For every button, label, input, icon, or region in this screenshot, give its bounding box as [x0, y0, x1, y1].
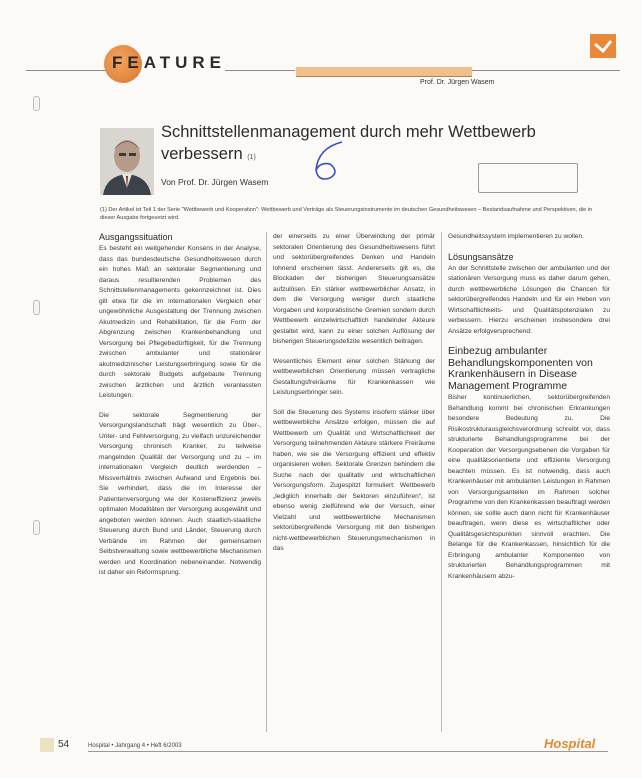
binder-hole: [33, 300, 40, 315]
body-paragraph: Wesentliches Element einer solchen Stärkung der wettbewerblichen Orientierung müssen vertragliche Gestaltungsfreiräume für Krankenkassen wie Leistungserbringer sein.: [273, 357, 435, 396]
section-heading: Ausgangssituation: [99, 232, 173, 242]
binder-hole: [33, 520, 40, 535]
header-author: Prof. Dr. Jürgen Wasem: [420, 79, 495, 86]
paragraph-gap: [273, 399, 435, 408]
paragraph-gap: [99, 402, 261, 411]
title-footnote-mark: (1): [247, 154, 256, 161]
header-rule-right: [470, 70, 620, 71]
column-3: [448, 232, 610, 582]
reference-box: [478, 163, 578, 193]
body-paragraph: Bisher kontinuierlichen, sektorübergreifenden Behandlung kommt bei chronischen Erkrankungen besondere Bedeutung zu. Die Risikostrukturausgleichsverordnung schreibt vor, dass strukturierte Behandlungsprogramme bei der Kooperation der Versorgungsebenen die Vorgaben für eine qualitätsorientierte und effiziente Versorgung beachten müssen. Es ist notwendig, dass auch Krankenhäuser mit ambulanten Leistungen in Rahmen von Versorgungsanteilen im Rahmen solcher Programme von den Krankenkassen beauftragt werden können, sie sollte auch dann nicht für Krankenhäuser beauftragen, wenn diese es wirtschaftlicher oder Qualitätsgesichtspunkten sinnvoll erachten. Die Belange für die Krankenkassen, hinsichtlich für die Erbringung ambulanter Komponenten von strukturierten Behandlungsprogrammen mit Krankenhäusern abzu-: [448, 394, 611, 580]
byline: Von Prof. Dr. Jürgen Wasem: [161, 177, 269, 187]
section-label: FEATURE: [112, 53, 227, 72]
body-paragraph: Es besteht ein weitgehender Konsens in der Analyse, dass das bundesdeutsche Gesundheitswesen durch ein hohes Maß an sektoraler Segmentierung und daraus resultierenden Problemen des Schnittstellenmanagements gekennzeichnet ist. Dies gilt etwa für die im internationalen Vergleich eher ungewöhnliche Ausgestaltung der Trennung zwischen Akutmedizin und Rehabilitation, für die Form der Abgrenzung zwischen Krankenbehandlung und Versorgung bei Pflegebedürftigkeit, für die Trennung zwischen ambulanter und stationärer akutmedizinischer Leistungserbringung sowie für die durch sektorale Budgets aufgebaute Trennung zwischen ärztlichen und ärztlich veranlassten Leistungen.: [99, 245, 261, 399]
intro-note: (1) Der Artikel ist Teil 1 der Serie "Wettbewerb und Kooperation": Wettbewerb und Verträge als Steuerungsinstrumente im deutschen Gesundheitswesen – Bestandsaufnahme und Perspektiven, die in dieser Ausgabe fortgesetzt wird.: [100, 207, 593, 221]
body-paragraph: der einerseits zu einer Überwindung der primär sektoralen Orientierung des Gesundheitswesens führt und sektorübergreifendes Denken und Handeln lohnend erscheinen lässt. Andererseits gilt es, die Blockaden der bisherigen Steuerungsansätze aufzulösen. Ein stärker wettbewerblicher Ansatz, in dem die Versorgung weniger durch staatliche Vorgaben und korporatistische Gremien sondern durch Wettbewerb einzelwirtschaftlich handelnder Akteure gestaltet wird, kann zu einer solchen Auflösung der bisherigen Steuerungsdefizite wesentlich beitragen.: [273, 233, 435, 345]
column-1: [99, 232, 261, 579]
column-2: [273, 232, 435, 555]
column-divider: [441, 232, 442, 732]
footer-rule: [88, 751, 608, 752]
header-accent-bar: [296, 67, 472, 77]
binder-hole: [33, 96, 40, 111]
body-paragraph: Die sektorale Segmentierung der Versorgungslandschaft trägt wesentlich zu Über-, Unter- und Fehlversorgung, zu vielfach unzureichender Versorgung chronisch Kranker, zu teilweise mangelnden Qualität der Versorgung und zu – im internationalen Vergleich deutlich werdenden – Missverhältnis zwischen Aufwand und Ergebnis bei. Sie verhindert, dass die im Interesse der Patientenversorgung wie der Kosteneffizienz jeweils optimalen Modalitäten der Versorgung ausgewählt und angeboten werden können. Auch staatlich-staatliche Steuerung durch Bund und Länder, Steuerung durch Verbände im Rahmen der gemeinsamen Selbstverwaltung sowie wettbewerbliche Mechanismen werden und Koordination nebeneinander. Notwendig ist daher ein Reformsprung.: [99, 411, 261, 576]
journal-info: Hospital • Jahrgang 4 • Heft 6/2003: [88, 743, 182, 749]
body-paragraph: An der Schnittstelle zwischen der ambulanten und der stationären Versorgung muss es daher darum gehen, durch wettbewerbliche Lösungen die Chancen für sektorübergreifendes Handeln und für ein Heben von Wirtschaftlichkeits- und Qualitätspotenzialen zu verbessern. Hierzu erscheinen insbesondere drei Ansätze erfolgversprechend:: [448, 264, 610, 335]
hospital-logo: Hospital: [544, 736, 596, 751]
article-title: [161, 121, 561, 169]
body-paragraph: Gesundheitssystem implementieren zu wollen.: [448, 233, 584, 240]
page-number: 54: [58, 739, 70, 750]
section-heading: Lösungsansätze: [448, 251, 514, 262]
paragraph-gap: [273, 348, 435, 357]
paragraph-gap: [448, 243, 610, 252]
header-rule-left: [26, 70, 106, 71]
header-rule-mid: [225, 70, 295, 71]
title-text: Schnittstellenmanagement durch mehr Wettbewerb verbessern: [161, 123, 536, 163]
author-photo: [100, 128, 154, 195]
folio-marker: [40, 738, 54, 752]
column-divider: [266, 232, 267, 732]
section-heading: Einbezug ambulanter Behandlungskomponenten von Krankenhäusern in Disease Management Programme: [448, 345, 593, 392]
body-paragraph: Soll die Steuerung des Systems insofern stärker über wettbewerbliche Ansätze erfolgen, müssen die auf Wettbewerb um Qualität und Wirtschaftlichkeit der Versorgung teilnehmenden Akteure stärkere Freiräume haben, wie sie die Versorgung effizient und effektiv organisieren wollen. Sektorale Grenzen behindern die Suche nach der qualitativ und wirtschaftlichen Versorgungsform. Zugespitzt formuliert: Wettbewerb „lediglich innerhalb der Sektoren einzuführen“, ist ebenso wenig zielführend wie der Versuch, einer Vielzahl und wettbewerbliche Mechanismen sektorübergreifende Versorgung mit den bisherigen nicht-wettbewerblichen Steuerungsmechanismen in das: [273, 408, 435, 552]
check-corner-icon: [590, 34, 616, 58]
handwritten-mark: [300, 140, 360, 185]
